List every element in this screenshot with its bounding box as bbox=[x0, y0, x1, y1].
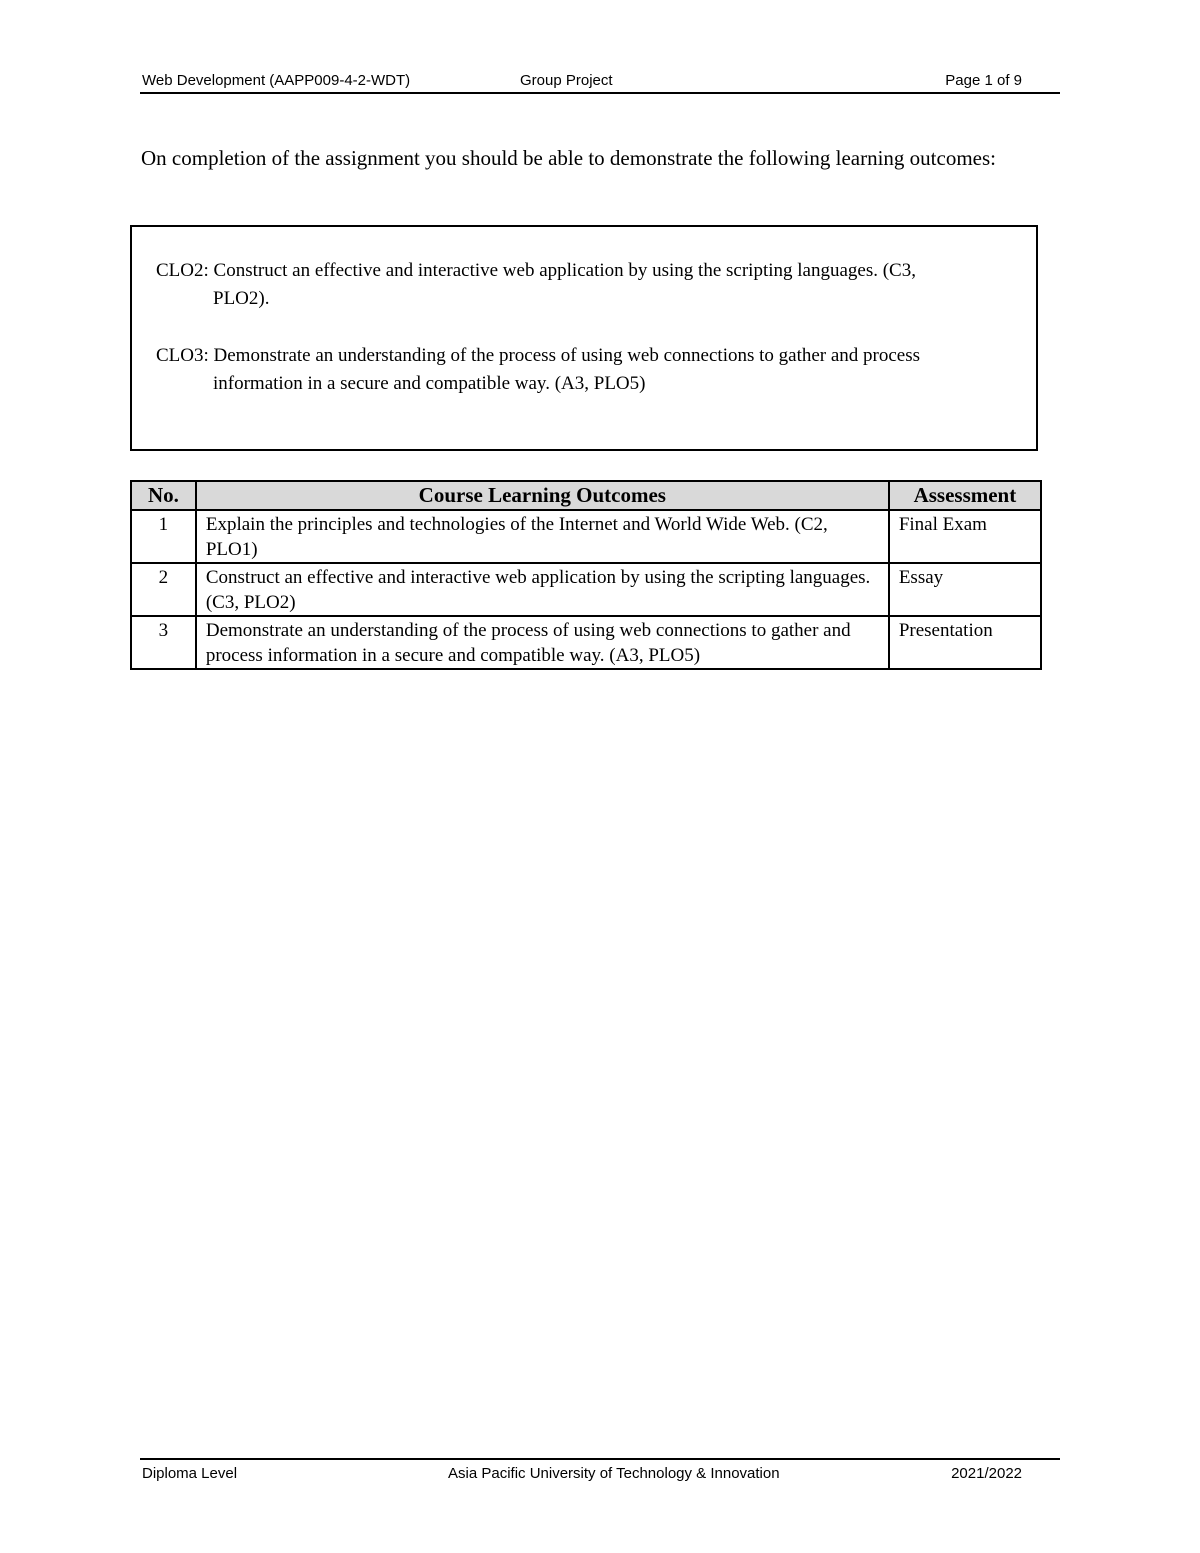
table-row bbox=[131, 510, 1041, 563]
row-no: 2 bbox=[131, 563, 196, 616]
row-assessment: Essay bbox=[889, 563, 1041, 616]
header-document-type: Group Project bbox=[520, 72, 613, 89]
row-assessment: Presentation bbox=[889, 616, 1041, 669]
row-outcome: Demonstrate an understanding of the process of using web connections to gather and process information in a secure and compatible way. (A3, PLO5) bbox=[196, 616, 889, 669]
table-row bbox=[131, 616, 1041, 669]
row-assessment: Final Exam bbox=[889, 510, 1041, 563]
page-header bbox=[140, 70, 1060, 94]
header-course-title: Web Development (AAPP009-4-2-WDT) bbox=[142, 72, 411, 89]
clo-box bbox=[130, 225, 1038, 451]
row-no: 1 bbox=[131, 510, 196, 563]
clo-item-2 bbox=[156, 257, 1016, 313]
clo-text-line1: Demonstrate an understanding of the process of using web connections to gather and process bbox=[213, 345, 921, 366]
footer-year: 2021/2022 bbox=[951, 1465, 1022, 1482]
clo-text-line2: PLO2). bbox=[213, 288, 270, 309]
intro-paragraph: On completion of the assignment you should be able to demonstrate the following learning outcomes: bbox=[141, 146, 996, 170]
clo-item-3 bbox=[156, 342, 1016, 398]
table-row bbox=[131, 563, 1041, 616]
footer-university: Asia Pacific University of Technology & Innovation bbox=[448, 1465, 780, 1482]
row-no: 3 bbox=[131, 616, 196, 669]
table-header-row bbox=[131, 481, 1041, 510]
header-outcomes: Course Learning Outcomes bbox=[196, 481, 889, 510]
outcomes-table bbox=[130, 480, 1042, 670]
footer-level: Diploma Level bbox=[142, 1465, 238, 1482]
row-outcome: Explain the principles and technologies of the Internet and World Wide Web. (C2, PLO1) bbox=[196, 510, 889, 563]
row-outcome: Construct an effective and interactive web application by using the scripting languages. (C3, PLO2) bbox=[196, 563, 889, 616]
clo-text-line1: Construct an effective and interactive web application by using the scripting languages. (C3, bbox=[213, 260, 916, 281]
header-page-number: Page 1 of 9 bbox=[945, 72, 1022, 89]
clo-code: CLO2: bbox=[156, 260, 209, 281]
header-no: No. bbox=[131, 481, 196, 510]
clo-code: CLO3: bbox=[156, 345, 209, 366]
header-assessment: Assessment bbox=[889, 481, 1041, 510]
clo-text-line2: information in a secure and compatible way. (A3, PLO5) bbox=[213, 373, 646, 394]
page-footer bbox=[140, 1458, 1060, 1486]
